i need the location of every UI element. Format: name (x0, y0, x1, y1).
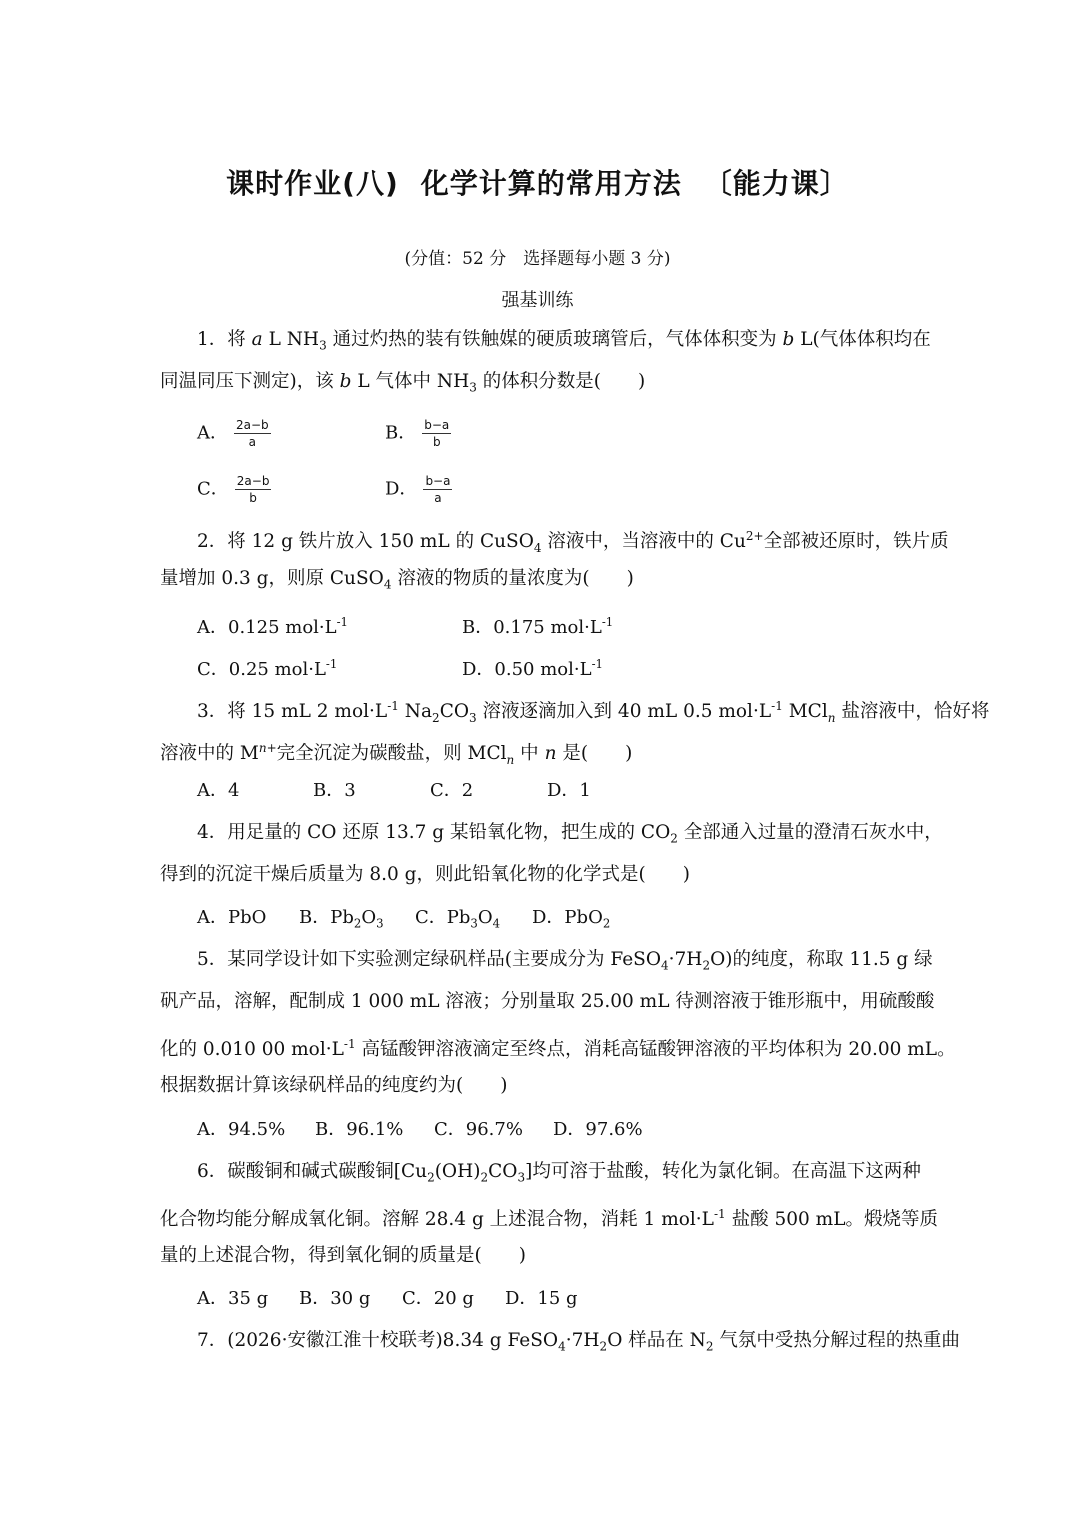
q5-line-3: 化的 0.010 00 $mol\cdot L^{-1}$ 高锰酸钾溶液滴定至终点，消耗高锰酸钾溶液的平均体积为 20.00 mL。 (160, 1037, 956, 1061)
q4-line-1: 4．用足量的 CO 还原 13.7 g 某铅氧化物，把生成的 $CO_2$ 全部通入过量的澄清石灰水中， (197, 822, 943, 846)
score-info: (分值：52 分 选择题每小题 3 分) (404, 249, 671, 269)
q6-option-c: C．20 g (402, 1288, 474, 1309)
q5-option-c: C．96.7% (434, 1119, 523, 1140)
q1-option-b: B． $\frac{b-a}{b}$ (385, 418, 450, 449)
q5-line-4: 根据数据计算该绿矾样品的纯度约为( ) (160, 1075, 508, 1096)
q4-option-c: C．$Pb_3O_4$ (415, 907, 501, 931)
q6-line-2: 化合物均能分解成氧化铜。溶解 28.4 g 上述混合物，消耗 1 $mol\cdot L^{-1}$ 盐酸 500 mL。煅烧等质 (160, 1207, 938, 1231)
q3-option-c: C．2 (430, 780, 474, 801)
title-part-3: 〔能力课〕 (703, 167, 849, 200)
q1-line-1: 1．将 a L $NH_3$ 通过灼热的装有铁触媒的硬质玻璃管后，气体体积变为 b L(气体体积均在 (197, 329, 931, 353)
q3-option-b: B．3 (313, 780, 356, 801)
q6-line-3: 量的上述混合物，得到氧化铜的质量是( ) (160, 1245, 526, 1266)
q2-option-d: D．0.50 $mol\cdot L^{-1}$ (462, 657, 603, 680)
q1-option-a: A． $\frac{2a-b}{a}$ (197, 418, 269, 449)
title-part-2: 化学计算的常用方法 (420, 167, 682, 200)
q3-line-1: 3．将 15 mL 2 $mol\cdot L^{-1}$ $Na_2CO_3$ 溶液逐滴加入到 40 mL 0.5 $mol\cdot L^{-1}$ MCl$_n$ 盐溶液中，恰好将 (197, 699, 990, 725)
q4-line-2: 得到的沉淀干燥后质量为 8.0 g，则此铅氧化物的化学式是( ) (160, 864, 690, 885)
q6-line-1: 6．碳酸铜和碱式碳酸铜$[Cu_2(OH)_2CO_3]$均可溶于盐酸，转化为氯化铜。在高温下这两种 (197, 1161, 921, 1185)
q2-option-c: C．0.25 $mol\cdot L^{-1}$ (197, 657, 338, 680)
title-part-1: 课时作业(八) (226, 167, 399, 200)
q4-option-b: B．$Pb_2O_3$ (299, 907, 384, 931)
q5-option-a: A．94.5% (197, 1119, 286, 1140)
q1-option-d: D． $\frac{b-a}{a}$ (385, 474, 451, 505)
q3-line-2: 溶液中的 $M^{n+}$完全沉淀为碳酸盐，则 MCl$_n$ 中 n 是( ) (160, 741, 633, 767)
q6-option-d: D．15 g (505, 1288, 578, 1309)
q5-line-2: 矾产品，溶解，配制成 1 000 mL 溶液；分别量取 25.00 mL 待测溶液于锥形瓶中，用硫酸酸 (160, 991, 935, 1012)
q7-line-1: 7．(2026·安徽江淮十校联考)8.34 g $FeSO_4\cdot 7H_2O$ 样品在 $N_2$ 气氛中受热分解过程的热重曲 (197, 1330, 960, 1354)
q3-option-a: A．4 (197, 780, 240, 801)
q5-line-1: 5．某同学设计如下实验测定绿矾样品(主要成分为 $FeSO_4\cdot 7H_2O$)的纯度，称取 11.5 g 绿 (197, 949, 933, 973)
q2-line-1: 2．将 12 g 铁片放入 150 mL 的 CuSO$_4$ 溶液中，当溶液中的 $Cu^{2+}$全部被还原时，铁片质 (197, 529, 949, 555)
q4-option-d: D．PbO$_2$ (532, 907, 611, 931)
q2-option-b: B．0.175 $mol\cdot L^{-1}$ (462, 615, 614, 638)
q3-option-d: D．1 (547, 780, 591, 801)
q5-option-d: D．97.6% (553, 1119, 643, 1140)
q2-line-2: 量增加 0.3 g，则原 CuSO$_4$ 溶液的物质的量浓度为( ) (160, 568, 634, 592)
q6-option-b: B．30 g (299, 1288, 371, 1309)
page-title (0, 162, 1075, 202)
q4-option-a: A．PbO (197, 907, 267, 928)
q2-option-a: A．0.125 $mol\cdot L^{-1}$ (197, 615, 348, 638)
q1-line-2: 同温同压下测定)，该 b L 气体中 $NH_3$ 的体积分数是( ) (160, 371, 646, 395)
q1-option-c: C． $\frac{2a-b}{b}$ (197, 474, 270, 505)
q6-option-a: A．35 g (197, 1288, 269, 1309)
q5-option-b: B．96.1% (315, 1119, 404, 1140)
section-title: 强基训练 (501, 290, 574, 311)
